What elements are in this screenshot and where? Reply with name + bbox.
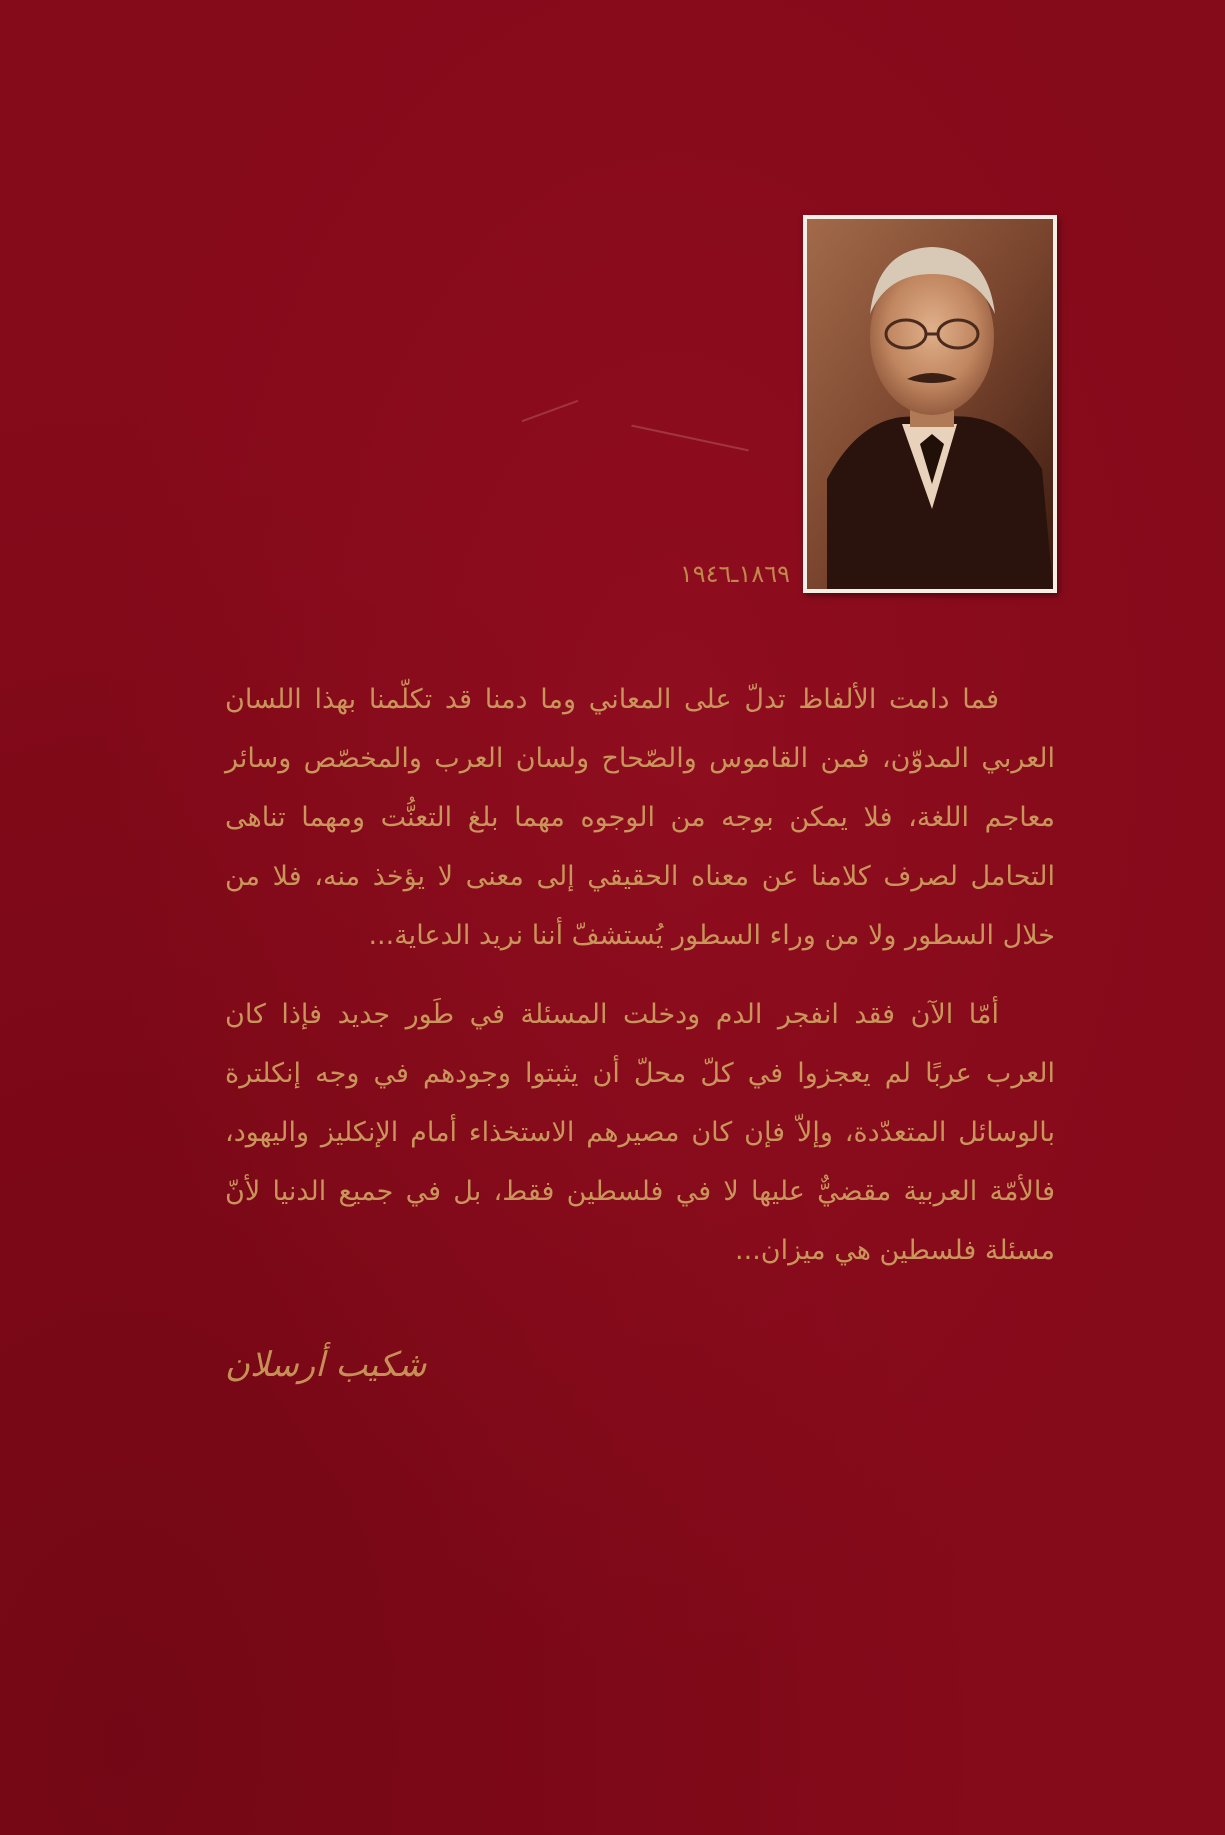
author-portrait: [803, 215, 1057, 593]
quote-text: [225, 670, 1055, 1280]
quote-paragraph-1: فما دامت الألفاظ تدلّ على المعاني وما دمنا قد تكلّمنا بهذا اللسان العربي المدوّن، فمن القاموس والصّحاح ولسان العرب والمخصّص وسائر معاجم اللغة، فلا يمكن بوجه من الوجوه مهما بلغ التعنُّت ومهما تناهى التحامل لصرف كلامنا عن معناه الحقيقي إلى معنى لا يؤخذ منه، فلا من خلال السطور ولا من وراء السطور يُستشفّ أننا نريد الدعاية...: [225, 684, 1055, 951]
quote-paragraph-2: أمّا الآن فقد انفجر الدم ودخلت المسئلة في طَور جديد فإذا كان العرب عربًا لم يعجزوا في كلّ محلّ أن يثبتوا وجودهم في وجه إنكلترة بالوسائل المتعدّدة، وإلاّ فإن كان مصيرهم الاستخذاء أمام الإنكليز واليهود، فالأمّة العربية مقضيٌّ عليها لا في فلسطين فقط، بل في جميع الدنيا لأنّ مسئلة فلسطين هي ميزان...: [225, 999, 1055, 1266]
author-signature: شكيب أرسلان: [225, 1345, 427, 1385]
author-life-dates: ١٨٦٩ـ١٩٤٦: [679, 560, 790, 588]
scratch-mark: [521, 400, 578, 422]
portrait-photo-icon: [807, 219, 1053, 589]
scratch-mark: [631, 425, 749, 452]
